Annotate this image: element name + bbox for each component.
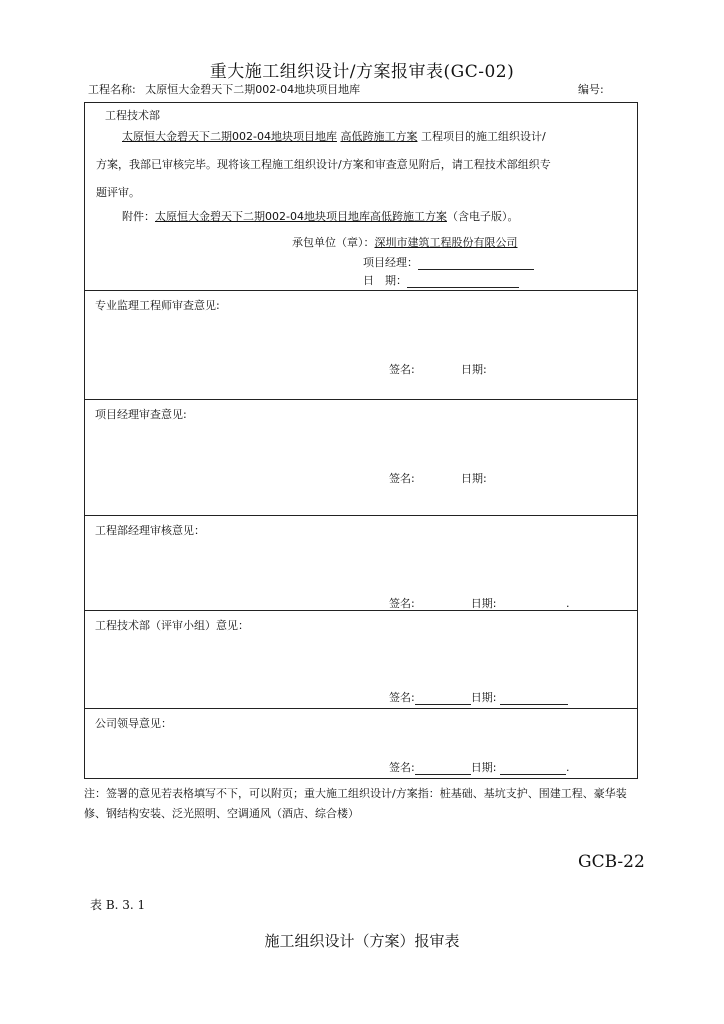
signature-row: 签名: 日期: . <box>389 761 570 774</box>
date-label: 日期: <box>461 472 487 485</box>
signature-row: 签名: 日期: . <box>389 597 570 610</box>
date-label: 日期: <box>461 363 487 376</box>
submission-line-3: 题评审。 <box>96 186 140 199</box>
section-label: 工程技术部（评审小组）意见： <box>95 619 249 632</box>
recipient: 工程技术部 <box>105 109 160 122</box>
project-name-row <box>88 81 360 97</box>
signature-row: 签名: 日期: <box>389 689 568 705</box>
date-fill-line <box>407 276 519 288</box>
pm-signature-line <box>418 258 534 270</box>
section-tech-dept <box>85 611 638 709</box>
form-code: GCB-22 <box>578 852 645 872</box>
approval-form-table <box>84 102 638 779</box>
attachment-name: 太原恒大金碧天下二期002-04地块项目地库高低跨施工方案 <box>155 210 447 223</box>
footnote: 注：签署的意见若表格填写不下，可以附页；重大施工组织设计/方案指：桩基础、基坑支护、围建工程、豪华装修、钢结构安装、泛光照明、空调通风（酒店、综合楼） <box>84 787 627 820</box>
form-title: 重大施工组织设计/方案报审表(GC-02) <box>209 62 515 82</box>
scheme-name: 高低跨施工方案 <box>340 130 418 143</box>
submission-line-2: 方案，我部已审核完毕。现将该工程施工组织设计/方案和审查意见附后，请工程技术部组织专 <box>96 158 551 171</box>
number-label: 编号: <box>578 83 604 96</box>
attachment-line: 附件：太原恒大金碧天下二期002-04地块项目地库高低跨施工方案（含电子版）。 <box>122 210 519 223</box>
section-engineering-manager <box>85 516 638 611</box>
section-label: 公司领导意见： <box>95 717 172 730</box>
table-number: 表 B. 3. 1 <box>90 898 146 912</box>
contractor-line <box>292 236 518 250</box>
next-form-title: 施工组织设计（方案）报审表 <box>264 932 460 950</box>
pm-line: 项目经理： <box>363 256 534 270</box>
submission-line-1: 太原恒大金碧天下二期002-04地块项目地库 高低跨施工方案 工程项目的施工组织设计/ <box>122 130 546 143</box>
section-label: 专业监理工程师审查意见: <box>95 299 220 312</box>
section-label: 项目经理审查意见: <box>95 408 187 421</box>
project-name: 太原恒大金碧天下二期002-04地块项目地库 <box>145 83 361 96</box>
sign-label: 签名: <box>389 363 415 376</box>
contractor-label: 承包单位（章）： <box>292 236 375 249</box>
submission-cell <box>85 103 638 291</box>
sign-label: 签名: <box>389 472 415 485</box>
date-line: 日 期： <box>363 274 519 288</box>
project-label: 工程名称: <box>88 83 136 96</box>
section-supervisor <box>85 291 638 400</box>
section-project-manager <box>85 400 638 516</box>
section-label: 工程部经理审核意见： <box>95 524 205 537</box>
contractor-name: 深圳市建筑工程股份有限公司 <box>374 236 518 249</box>
section-company-leader <box>85 709 638 779</box>
